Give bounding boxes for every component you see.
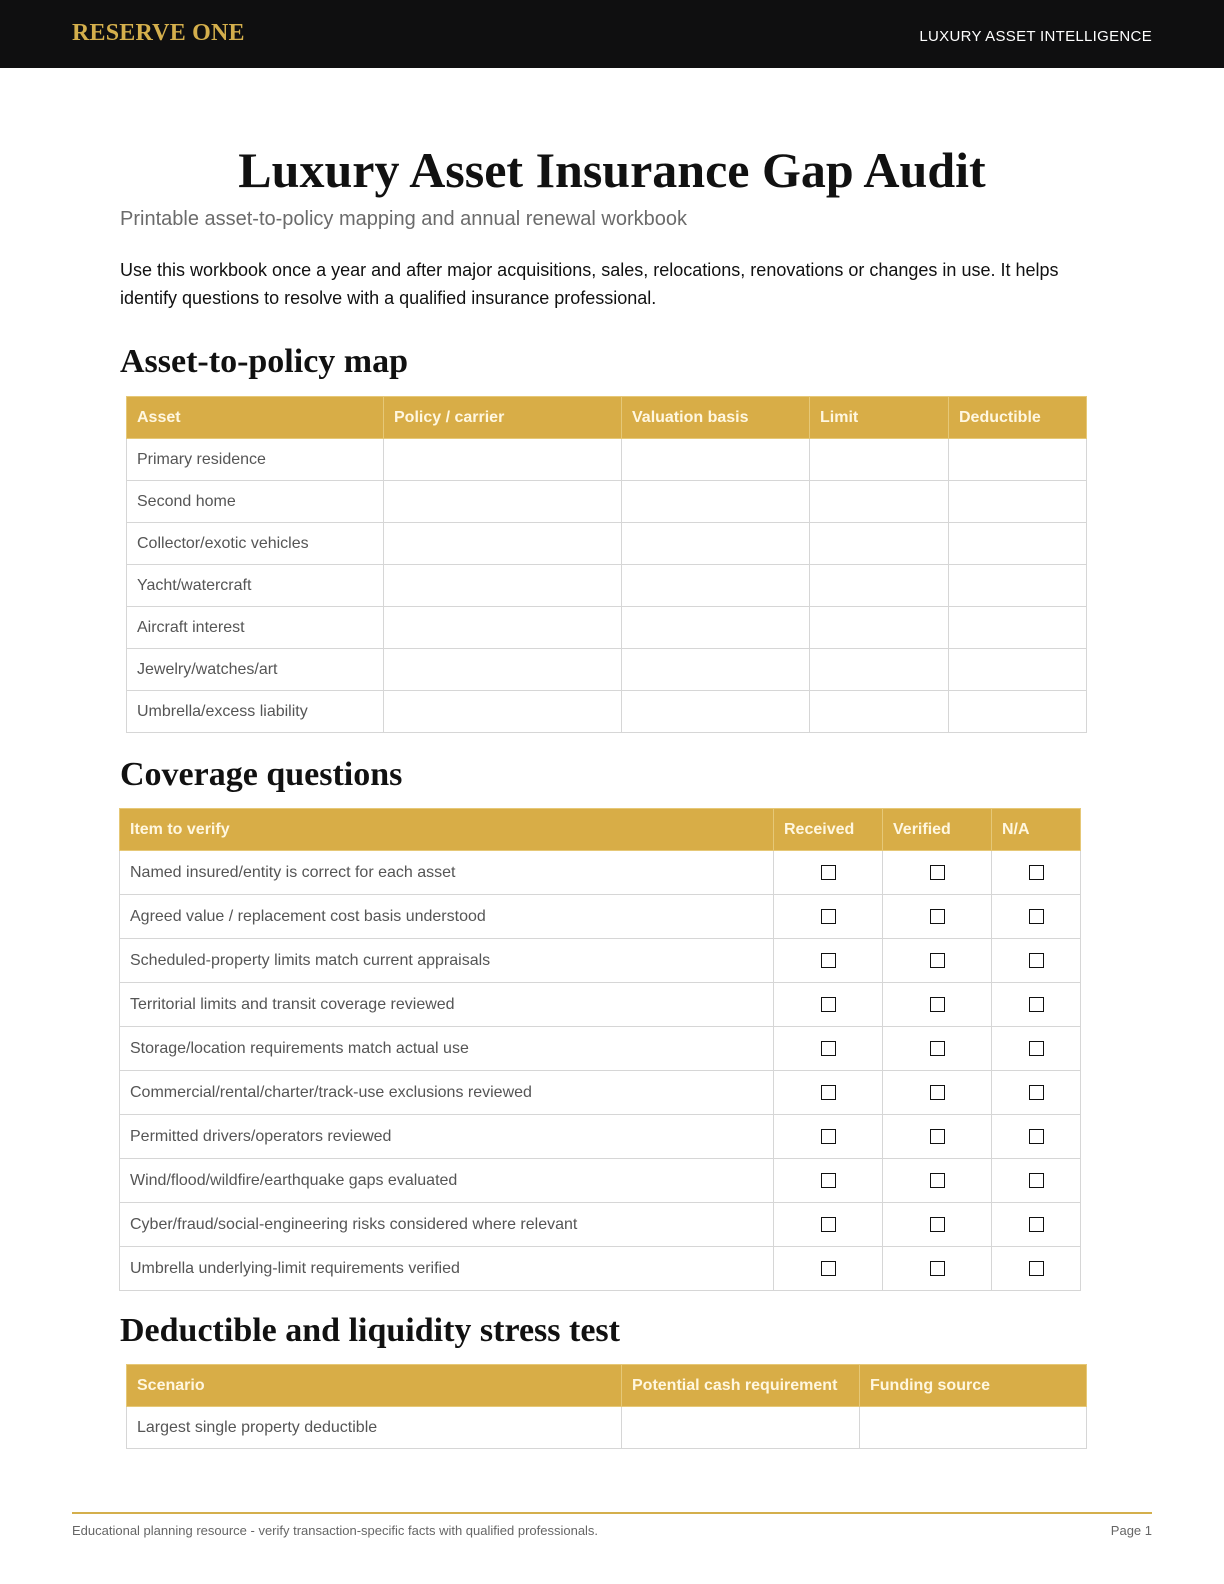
- column-header-scenario: Scenario: [127, 1365, 622, 1407]
- received-checkbox[interactable]: [821, 1217, 836, 1232]
- item-to-verify-cell: Cyber/fraud/social-engineering risks considered where relevant: [120, 1203, 774, 1247]
- table-row: [127, 691, 1087, 733]
- table-row: [127, 607, 1087, 649]
- verified-checkbox[interactable]: [930, 1085, 945, 1100]
- na-cell: [992, 939, 1081, 983]
- scenario-cell: Largest single property deductible: [127, 1407, 622, 1449]
- verified-checkbox[interactable]: [930, 865, 945, 880]
- column-header-na: N/A: [992, 809, 1081, 851]
- received-checkbox[interactable]: [821, 1085, 836, 1100]
- table-row: [120, 1203, 1081, 1247]
- policy-carrier-cell[interactable]: [384, 439, 622, 481]
- item-to-verify-cell: Scheduled-property limits match current appraisals: [120, 939, 774, 983]
- na-cell: [992, 851, 1081, 895]
- table-row: [120, 1071, 1081, 1115]
- na-checkbox[interactable]: [1029, 997, 1044, 1012]
- footer-disclaimer: Educational planning resource - verify transaction-specific facts with qualified professionals.: [72, 1523, 599, 1538]
- asset-name-cell: Second home: [127, 481, 384, 523]
- received-cell: [774, 983, 883, 1027]
- received-cell: [774, 851, 883, 895]
- item-to-verify-cell: Territorial limits and transit coverage reviewed: [120, 983, 774, 1027]
- column-header-received: Received: [774, 809, 883, 851]
- verified-checkbox[interactable]: [930, 1217, 945, 1232]
- coverage-header-row: [120, 809, 1081, 851]
- footer-divider: [72, 1512, 1152, 1514]
- stress-test-table: [126, 1364, 1087, 1449]
- na-cell: [992, 1115, 1081, 1159]
- column-header-deductible: Deductible: [949, 397, 1087, 439]
- item-to-verify-cell: Named insured/entity is correct for each asset: [120, 851, 774, 895]
- deductible-cell[interactable]: [949, 565, 1087, 607]
- received-checkbox[interactable]: [821, 1129, 836, 1144]
- limit-cell[interactable]: [810, 439, 949, 481]
- valuation-basis-cell[interactable]: [622, 565, 810, 607]
- verified-checkbox[interactable]: [930, 1041, 945, 1056]
- na-cell: [992, 1071, 1081, 1115]
- cash-requirement-cell[interactable]: [622, 1407, 860, 1449]
- page-title: Luxury Asset Insurance Gap Audit: [238, 142, 986, 198]
- na-cell: [992, 1159, 1081, 1203]
- received-cell: [774, 1247, 883, 1291]
- policy-carrier-cell[interactable]: [384, 481, 622, 523]
- stress-test-header-row: [127, 1365, 1087, 1407]
- table-row: [120, 1027, 1081, 1071]
- table-row: [120, 983, 1081, 1027]
- received-checkbox[interactable]: [821, 953, 836, 968]
- table-row: [127, 1407, 1087, 1449]
- table-row: [127, 649, 1087, 691]
- verified-checkbox[interactable]: [930, 909, 945, 924]
- asset-map-header-row: [127, 397, 1087, 439]
- column-header-valuation-basis: Valuation basis: [622, 397, 810, 439]
- deductible-cell[interactable]: [949, 649, 1087, 691]
- na-cell: [992, 1027, 1081, 1071]
- page-subtitle: Printable asset-to-policy mapping and annual renewal workbook: [120, 208, 687, 230]
- table-row: [120, 1159, 1081, 1203]
- received-cell: [774, 939, 883, 983]
- verified-checkbox[interactable]: [930, 953, 945, 968]
- asset-name-cell: Primary residence: [127, 439, 384, 481]
- asset-name-cell: Collector/exotic vehicles: [127, 523, 384, 565]
- brand-tagline: LUXURY ASSET INTELLIGENCE: [919, 28, 1152, 45]
- na-checkbox[interactable]: [1029, 1173, 1044, 1188]
- asset-name-cell: Jewelry/watches/art: [127, 649, 384, 691]
- verified-cell: [883, 1203, 992, 1247]
- table-row: [127, 439, 1087, 481]
- item-to-verify-cell: Umbrella underlying-limit requirements verified: [120, 1247, 774, 1291]
- received-cell: [774, 1159, 883, 1203]
- intro-paragraph: Use this workbook once a year and after major acquisitions, sales, relocations, renovations or changes in use. It helps identify questions to resolve with a qualified insurance professional.: [120, 260, 1059, 308]
- na-checkbox[interactable]: [1029, 1217, 1044, 1232]
- received-cell: [774, 1115, 883, 1159]
- table-row: [120, 851, 1081, 895]
- received-checkbox[interactable]: [821, 1041, 836, 1056]
- column-header-potential-cash-requirement: Potential cash requirement: [622, 1365, 860, 1407]
- column-header-policy-carrier: Policy / carrier: [384, 397, 622, 439]
- item-to-verify-cell: Wind/flood/wildfire/earthquake gaps evaluated: [120, 1159, 774, 1203]
- verified-checkbox[interactable]: [930, 1129, 945, 1144]
- asset-map-table: [126, 396, 1087, 733]
- verified-cell: [883, 1247, 992, 1291]
- na-checkbox[interactable]: [1029, 909, 1044, 924]
- deductible-cell[interactable]: [949, 607, 1087, 649]
- verified-cell: [883, 895, 992, 939]
- received-checkbox[interactable]: [821, 865, 836, 880]
- table-row: [127, 565, 1087, 607]
- policy-carrier-cell[interactable]: [384, 649, 622, 691]
- na-cell: [992, 1247, 1081, 1291]
- na-checkbox[interactable]: [1029, 953, 1044, 968]
- received-checkbox[interactable]: [821, 1261, 836, 1276]
- column-header-item-to-verify: Item to verify: [120, 809, 774, 851]
- policy-carrier-cell[interactable]: [384, 565, 622, 607]
- na-cell: [992, 983, 1081, 1027]
- coverage-heading: Coverage questions: [120, 756, 403, 793]
- column-header-asset: Asset: [127, 397, 384, 439]
- stress-test-heading: Deductible and liquidity stress test: [120, 1312, 620, 1349]
- verified-cell: [883, 1159, 992, 1203]
- received-cell: [774, 1027, 883, 1071]
- verified-cell: [883, 851, 992, 895]
- deductible-cell[interactable]: [949, 481, 1087, 523]
- table-row: [120, 895, 1081, 939]
- limit-cell[interactable]: [810, 481, 949, 523]
- na-checkbox[interactable]: [1029, 1129, 1044, 1144]
- verified-checkbox[interactable]: [930, 1173, 945, 1188]
- received-cell: [774, 1203, 883, 1247]
- received-cell: [774, 1071, 883, 1115]
- table-row: [120, 1115, 1081, 1159]
- verified-checkbox[interactable]: [930, 997, 945, 1012]
- received-cell: [774, 895, 883, 939]
- asset-name-cell: Aircraft interest: [127, 607, 384, 649]
- valuation-basis-cell[interactable]: [622, 607, 810, 649]
- policy-carrier-cell[interactable]: [384, 523, 622, 565]
- brand-logo: RESERVE ONE: [72, 20, 245, 46]
- valuation-basis-cell[interactable]: [622, 523, 810, 565]
- na-checkbox[interactable]: [1029, 1085, 1044, 1100]
- item-to-verify-cell: Agreed value / replacement cost basis understood: [120, 895, 774, 939]
- column-header-limit: Limit: [810, 397, 949, 439]
- table-row: [127, 481, 1087, 523]
- item-to-verify-cell: Commercial/rental/charter/track-use exclusions reviewed: [120, 1071, 774, 1115]
- na-checkbox[interactable]: [1029, 865, 1044, 880]
- deductible-cell[interactable]: [949, 439, 1087, 481]
- limit-cell[interactable]: [810, 523, 949, 565]
- footer-page-number: Page 1: [1110, 1523, 1152, 1538]
- table-row: [120, 1247, 1081, 1291]
- verified-checkbox[interactable]: [930, 1261, 945, 1276]
- verified-cell: [883, 1027, 992, 1071]
- deductible-cell[interactable]: [949, 691, 1087, 733]
- received-checkbox[interactable]: [821, 997, 836, 1012]
- na-checkbox[interactable]: [1029, 1261, 1044, 1276]
- limit-cell[interactable]: [810, 607, 949, 649]
- asset-name-cell: Yacht/watercraft: [127, 565, 384, 607]
- received-checkbox[interactable]: [821, 909, 836, 924]
- limit-cell[interactable]: [810, 649, 949, 691]
- asset-name-cell: Umbrella/excess liability: [127, 691, 384, 733]
- table-row: [120, 939, 1081, 983]
- verified-cell: [883, 939, 992, 983]
- table-row: [127, 523, 1087, 565]
- verified-cell: [883, 983, 992, 1027]
- policy-carrier-cell[interactable]: [384, 607, 622, 649]
- column-header-funding-source: Funding source: [860, 1365, 1087, 1407]
- deductible-cell[interactable]: [949, 523, 1087, 565]
- limit-cell[interactable]: [810, 565, 949, 607]
- top-bar: [0, 0, 1224, 68]
- column-header-verified: Verified: [883, 809, 992, 851]
- asset-map-heading: Asset-to-policy map: [120, 343, 409, 380]
- verified-cell: [883, 1071, 992, 1115]
- na-checkbox[interactable]: [1029, 1041, 1044, 1056]
- na-cell: [992, 895, 1081, 939]
- item-to-verify-cell: Permitted drivers/operators reviewed: [120, 1115, 774, 1159]
- na-cell: [992, 1203, 1081, 1247]
- valuation-basis-cell[interactable]: [622, 481, 810, 523]
- valuation-basis-cell[interactable]: [622, 649, 810, 691]
- policy-carrier-cell[interactable]: [384, 691, 622, 733]
- funding-source-cell[interactable]: [860, 1407, 1087, 1449]
- limit-cell[interactable]: [810, 691, 949, 733]
- valuation-basis-cell[interactable]: [622, 439, 810, 481]
- item-to-verify-cell: Storage/location requirements match actual use: [120, 1027, 774, 1071]
- coverage-table: [119, 808, 1081, 1291]
- received-checkbox[interactable]: [821, 1173, 836, 1188]
- valuation-basis-cell[interactable]: [622, 691, 810, 733]
- verified-cell: [883, 1115, 992, 1159]
